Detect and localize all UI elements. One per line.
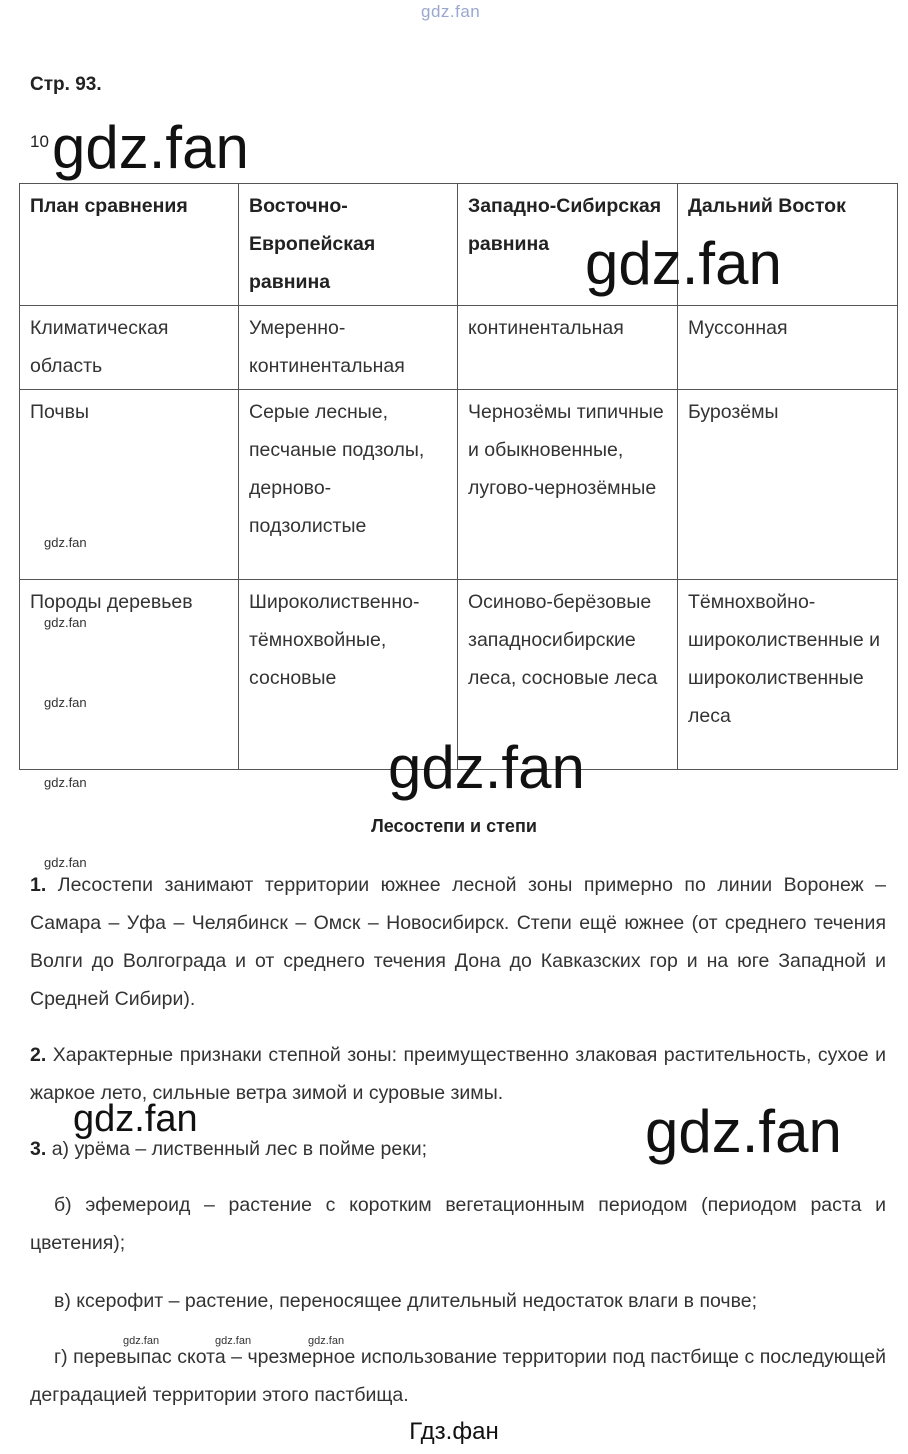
watermark-small: gdz.fan bbox=[215, 1335, 252, 1347]
paragraph-1 bbox=[30, 866, 886, 1018]
task-number: 10 bbox=[30, 132, 49, 151]
paragraph-3b: б) эфемероид – растение с коротким вегетационным периодом (периодом раста и цветения); bbox=[30, 1194, 886, 1254]
paragraph-text: Лесостепи занимают территории южнее лесной зоны примерно по линии Воронеж – Самара – Уфа – Челябинск – Омск – Новосибирск. Степи ещё южнее (от среднего течения Волги до Волгограда и от среднего течения Дона до Кавказских гор и на юге Западной и Средней Сибири). bbox=[30, 874, 886, 1010]
paragraph-3d: г) перевыпас скота – чрезмерное использование территории под пастбище с последующей деградацией территории этого пастбища. bbox=[30, 1346, 886, 1406]
paragraph-number: 2. bbox=[30, 1044, 47, 1066]
watermark-small: gdz.fan bbox=[44, 535, 87, 550]
watermark-small: gdz.fan bbox=[44, 775, 87, 790]
watermark-small: gdz.fan bbox=[44, 695, 87, 710]
table-cell: Породы деревьев bbox=[20, 580, 239, 770]
paragraph-number: 1. bbox=[30, 874, 47, 896]
table-row bbox=[20, 390, 898, 580]
table-cell: Осиново-берёзовые западносибирские леса, сосновые леса bbox=[458, 580, 678, 770]
table-cell: Умеренно-континентальная bbox=[239, 306, 458, 390]
watermark-small: gdz.fan bbox=[44, 615, 87, 630]
watermark-large: gdz.fan bbox=[645, 1098, 842, 1165]
watermark-small: gdz.fan bbox=[308, 1335, 345, 1347]
watermark-top: gdz.fan bbox=[421, 2, 481, 21]
paragraph-number: 3. bbox=[30, 1138, 47, 1160]
footer-watermark: Гдз.фан bbox=[409, 1418, 499, 1445]
table-cell: Широколиственно-тёмнохвойные, сосновые bbox=[239, 580, 458, 770]
watermark-small: gdz.fan bbox=[123, 1335, 160, 1347]
paragraph-text: а) урёма – лиственный лес в пойме реки; bbox=[51, 1138, 428, 1160]
header-cell: Восточно-Европейская равнина bbox=[239, 184, 458, 306]
paragraph-3c: в) ксерофит – растение, переносящее длительный недостаток влаги в почве; bbox=[54, 1290, 757, 1312]
table-cell: Тёмнохвойно-широколиственные и широколиственные леса bbox=[678, 580, 898, 770]
watermark-small: gdz.fan bbox=[44, 855, 87, 870]
section-title: Лесостепи и степи bbox=[371, 816, 537, 836]
header-cell: Западно-Сибирская равнина bbox=[458, 184, 678, 306]
watermark-large: gdz.fan bbox=[52, 114, 249, 181]
table-cell: континентальная bbox=[458, 306, 678, 390]
table-cell: Почвы bbox=[20, 390, 239, 580]
header-cell: Дальний Восток bbox=[678, 184, 898, 306]
watermark-large: gdz.fan bbox=[388, 734, 585, 801]
table-cell: Серые лесные, песчаные подзолы, дерново-подзолистые bbox=[239, 390, 458, 580]
table-cell: Климатическая область bbox=[20, 306, 239, 390]
page-number: Стр. 93. bbox=[30, 74, 102, 95]
paragraph-text: Характерные признаки степной зоны: преимущественно злаковая растительность, сухое и жаркое лето, сильные ветра зимой и суровые зимы. bbox=[30, 1044, 886, 1104]
table-cell: Чернозёмы типичные и обыкновенные, лугово-чернозёмные bbox=[458, 390, 678, 580]
paragraph-3a bbox=[30, 1130, 886, 1168]
header-cell: План сравнения bbox=[20, 184, 239, 306]
watermark-medium: gdz.fan bbox=[73, 1098, 198, 1140]
table-cell: Муссонная bbox=[678, 306, 898, 390]
table-row bbox=[20, 306, 898, 390]
watermark-large: gdz.fan bbox=[585, 230, 782, 297]
table-cell: Бурозёмы bbox=[678, 390, 898, 580]
